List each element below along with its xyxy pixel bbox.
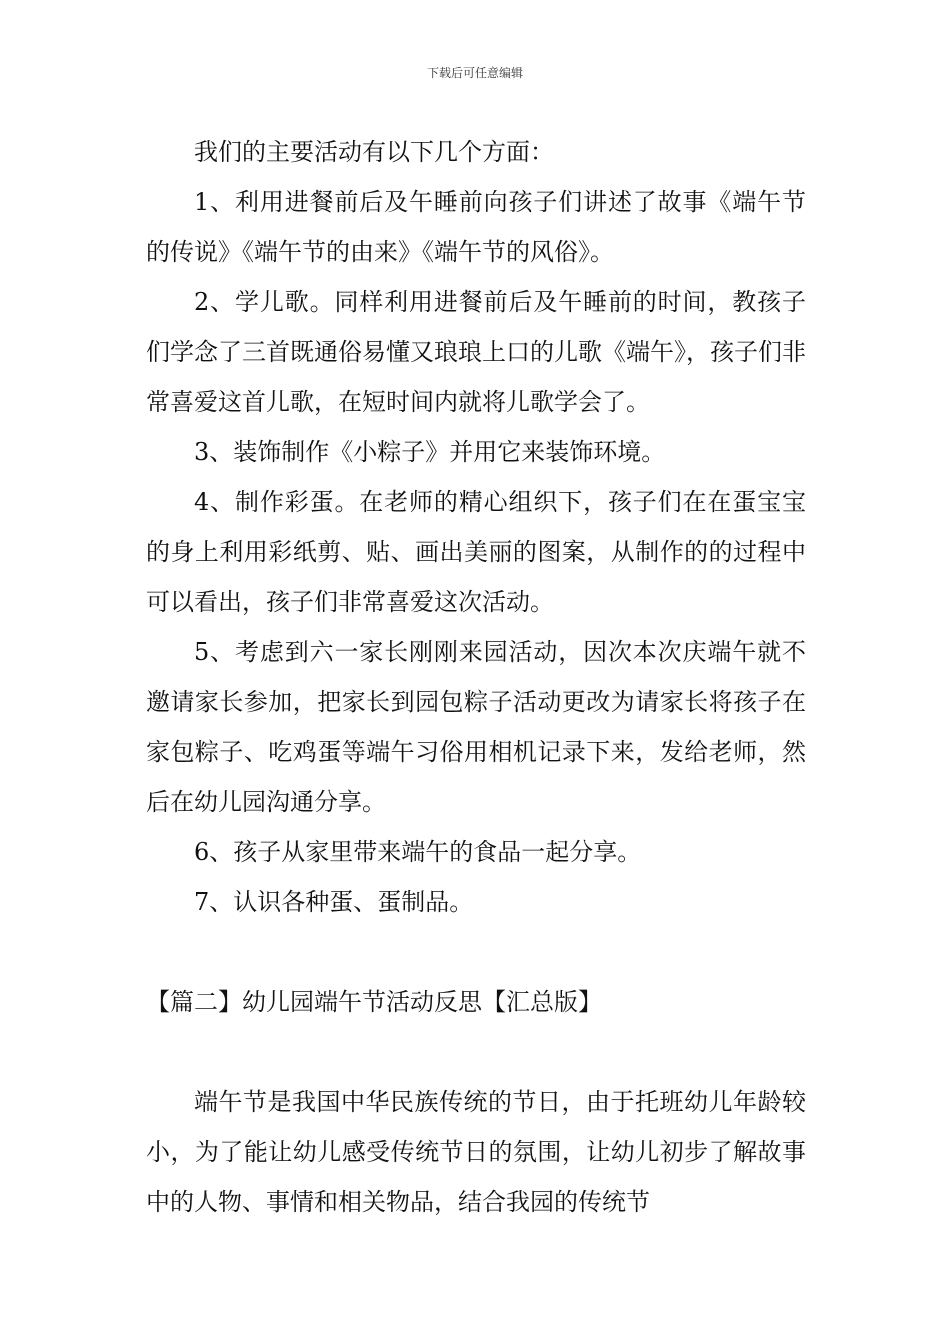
page-header: 下载后可任意编辑 bbox=[426, 66, 523, 80]
paragraph-item-6: 6、孩子从家里带来端午的食品一起分享。 bbox=[194, 838, 642, 866]
section-title: 【篇二】幼儿园端午节活动反思【汇总版】 bbox=[146, 988, 602, 1016]
paragraph-section2-1: 端午节是我国中华民族传统的节日，由于托班幼儿年龄较小，为了能让幼儿感受传统节日的氛围，让幼儿初步了解故事中的人物、事情和相关物品，结合我园的传统节 bbox=[146, 1088, 806, 1216]
paragraph-item-5: 5、考虑到六一家长刚刚来园活动，因次本次庆端午就不邀请家长参加，把家长到园包粽子活动更改为请家长将孩子在家包粽子、吃鸡蛋等端午习俗用相机记录下来，发给老师，然后在幼儿园沟通分享。 bbox=[146, 638, 806, 816]
document-body bbox=[146, 127, 806, 1227]
paragraph-item-7: 7、认识各种蛋、蛋制品。 bbox=[194, 888, 474, 916]
spacer bbox=[146, 927, 806, 977]
paragraph-item-1: 1、利用进餐前后及午睡前向孩子们讲述了故事《端午节的传说》《端午节的由来》《端午节的风俗》。 bbox=[146, 188, 806, 266]
paragraph-item-2: 2、学儿歌。同样利用进餐前后及午睡前的时间，教孩子们学念了三首既通俗易懂又琅琅上口的儿歌《端午》，孩子们非常喜爱这首儿歌，在短时间内就将儿歌学会了。 bbox=[146, 288, 806, 416]
paragraph-item-4: 4、制作彩蛋。在老师的精心组织下，孩子们在在蛋宝宝的身上利用彩纸剪、贴、画出美丽的图案，从制作的的过程中可以看出，孩子们非常喜爱这次活动。 bbox=[146, 488, 806, 616]
paragraph-item-3: 3、装饰制作《小粽子》并用它来装饰环境。 bbox=[194, 438, 666, 466]
spacer bbox=[146, 1027, 806, 1077]
paragraph-intro: 我们的主要活动有以下几个方面： bbox=[194, 138, 554, 166]
